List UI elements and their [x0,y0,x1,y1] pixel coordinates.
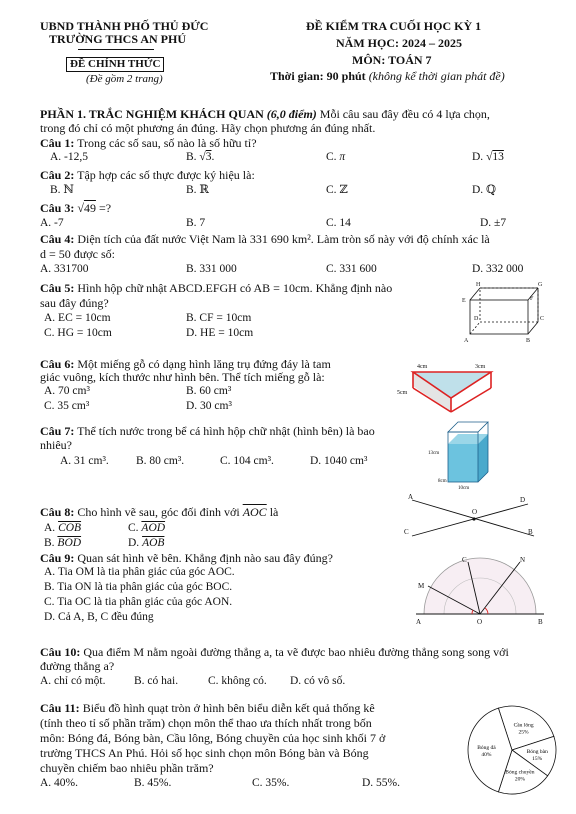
q2-stem [40,168,255,182]
q7-dim-width: 8cm [438,479,447,484]
q11-text: Biểu đồ hình quạt tròn ở hình bên biểu diễn kết quả thống kê [82,701,375,715]
q2-text: Tập hợp các số thực được ký hiệu là: [77,168,255,182]
q8-tail: là [269,505,279,519]
q1-b-prefix: B. [186,151,197,163]
q9-point-a: A [416,618,422,626]
q4-stem-2: d = 50 được số: [40,247,115,261]
q8-point-c: C [404,528,409,536]
q8-point-d: D [520,496,526,504]
pie-category-label: Bóng chuyền [505,769,535,776]
q5-stem-2: sau đây đúng? [40,296,109,310]
q1-option-a[interactable]: A. -12,5 [50,151,89,163]
q8-a-prefix: A. [44,522,56,534]
q10-option-b[interactable]: B. có hai. [134,675,179,687]
q4-option-a[interactable]: A. 331700 [40,263,89,275]
q8-c-prefix: C. [128,522,139,534]
q8-stem [40,505,278,519]
q10-label: Câu 10: [40,645,81,659]
pie-value-label: 25% [518,729,529,736]
q2-option-a[interactable]: B. ℕ [50,184,74,196]
q11-option-c[interactable]: C. 35%. [252,777,290,789]
q4-label: Câu 4: [40,232,75,246]
q5-option-a[interactable]: A. EC = 10cm [44,312,111,324]
q11-stem [40,701,375,715]
q8-point-o: O [472,508,478,516]
pie-category-label: Cầu lông [513,722,534,729]
q9-point-o: O [477,618,483,626]
pie-category-label: Bóng đá [477,745,496,751]
time-note: (không kể thời gian phát đề) [368,69,505,83]
q11-pie-chart [460,700,564,800]
q11-option-a[interactable]: A. 40%. [40,777,79,789]
q7-option-d[interactable]: D. 1040 cm³ [310,455,368,467]
q6-option-c[interactable]: C. 35 cm³ [44,400,90,412]
q5-label-a: A [464,338,469,342]
time-line [270,69,505,83]
q5-label-h: H [476,282,481,288]
header-divider [78,49,154,50]
pie-value-label: 15% [532,755,543,762]
q7-option-c[interactable]: C. 104 cm³. [220,455,274,467]
q6-label: Câu 6: [40,357,75,371]
q3-radicand: 49 [83,201,96,215]
q7-stem-2: nhiêu? [40,438,72,452]
q8-option-a[interactable] [44,522,81,535]
q1-text: Trong các số sau, số nào là số hữu tỉ? [77,136,257,150]
q6-dim-3cm: 3cm [475,364,486,370]
q10-text: Qua điểm M nằm ngoài đường thẳng a, ta vẽ được bao nhiêu đường thẳng song song với [83,645,509,659]
q1-b-radicand: 3 [205,151,212,163]
q9-point-n: N [520,556,526,564]
q5-label: Câu 5: [40,281,75,295]
q9-point-m: M [418,582,425,590]
time-label: Thời gian: 90 phút [270,69,366,83]
q1-option-c[interactable] [326,151,345,164]
q1-label: Câu 1: [40,136,75,150]
q11-stem-5: chuyền chiếm bao nhiêu phần trăm? [40,761,214,775]
q5-label-f: F [530,296,534,302]
q6-option-d[interactable]: D. 30 cm³ [186,400,232,412]
q7-label: Câu 7: [40,424,75,438]
part1-title-line [40,107,490,121]
q5-option-d[interactable]: D. HE = 10cm [186,327,254,339]
q5-option-c[interactable]: C. HG = 10cm [44,327,112,339]
q1-d-radicand: 13 [492,151,504,163]
q3-label: Câu 3: [40,201,75,215]
q5-label-c: C [540,316,545,322]
q8-option-d[interactable] [128,537,164,550]
q3-tail: =? [98,201,112,215]
school-name: TRƯỜNG THCS AN PHÚ [49,32,187,46]
q8-point-a: A [408,493,414,501]
q11-option-b[interactable]: B. 45%. [134,777,172,789]
q8-d-prefix: D. [128,537,140,549]
q1-option-d[interactable]: D. √13 [472,151,504,163]
q9-label: Câu 9: [40,551,75,565]
q10-option-d[interactable]: D. có vô số. [290,675,346,687]
q1-c-prefix: C. [326,151,337,163]
q2-option-d[interactable]: D. ℚ [472,184,497,196]
q1-stem [40,136,257,150]
q4-text: Diện tích của đất nước Việt Nam là 331 690 km². Làm tròn số này với độ chính xác là [77,232,490,246]
q1-option-b[interactable]: B. √3. [186,151,215,163]
q6-text: Một miếng gỗ có dạng hình lăng trụ đứng đáy là tam [77,357,331,371]
q7-stem [40,424,375,438]
q5-label-d: D [474,316,479,322]
school-year: NĂM HỌC: 2024 – 2025 [336,36,462,50]
q7-dim-length: 10cm [458,486,470,490]
q11-stem-2: (tính theo tỉ số phần trăm) chọn môn thể thao ưa thích nhất trong bốn [40,716,372,730]
q2-label: Câu 2: [40,168,75,182]
q8-option-c[interactable] [128,522,165,535]
q8-angle: $\overline{AOC}$ [242,505,267,519]
q5-label-g: G [538,282,543,288]
q10-stem-2: đường thẳng a? [40,659,115,673]
q6-prism-figure [395,358,505,416]
q9-option-a[interactable]: A. Tia OM là tia phân giác của góc AOC. [44,566,235,578]
q3-stem: Câu 3: √49 =? [40,201,112,215]
q5-text: Hình hộp chữ nhật ABCD.EFGH có AB = 10cm. Khẳng định nào [77,281,393,295]
q9-option-c[interactable]: C. Tia OC là tia phân giác của góc AON. [44,596,233,608]
q8-point-b: B [528,528,533,536]
q8-a-angle: $\overline{COB}$ [58,522,82,534]
q9-point-b: B [538,618,543,626]
q1-d-prefix: D. [472,151,484,163]
q3-option-c[interactable]: C. 14 [326,217,351,229]
pages-note: (Đề gồm 2 trang) [86,73,163,85]
q1-c-symbol: π [339,151,346,163]
pie-category-label: Bóng bàn [526,748,548,755]
q7-tank-figure [426,420,498,490]
q6-dim-4cm: 4cm [417,364,428,370]
subject: MÔN: TOÁN 7 [352,53,432,67]
q3-option-d[interactable]: D. ±7 [480,217,507,229]
q6-stem [40,357,331,371]
q11-label: Câu 11: [40,701,80,715]
q4-option-c[interactable]: C. 331 600 [326,263,377,275]
q11-option-d[interactable]: D. 55%. [362,777,401,789]
q4-option-b[interactable]: B. 331 000 [186,263,237,275]
q6-dim-5cm: 5cm [397,390,408,396]
q7-option-b[interactable]: B. 80 cm³. [136,455,185,467]
q8-label: Câu 8: [40,505,75,519]
q9-stem [40,551,333,565]
q4-stem [40,232,490,246]
part1-intro: Mỗi câu sau đây đều có 4 lựa chọn, [319,107,490,121]
q11-stem-4: trường THCS An Phú. Hỏi số học sinh chọn môn Bóng bàn và Bóng [40,746,369,760]
q2-option-c[interactable]: C. ℤ [326,184,348,196]
q8-lines-figure [402,492,542,542]
q5-label-b: B [526,338,531,342]
q3-option-b[interactable]: B. 7 [186,217,206,229]
q3-option-a[interactable]: A. -7 [40,217,64,229]
q8-d-angle: $\overline{AOB}$ [142,537,165,549]
official-badge: ĐỀ CHÍNH THỨC [66,57,164,72]
q9-text: Quan sát hình vẽ bên. Khẳng định nào sau đây đúng? [77,551,333,565]
part1-intro-2: trong đó chỉ có một phương án đúng. Hãy chọn phương án đúng nhất. [40,121,376,135]
q6-option-b[interactable]: B. 60 cm³ [186,385,232,397]
q4-option-d[interactable]: D. 332 000 [472,263,524,275]
q5-option-b[interactable]: B. CF = 10cm [186,312,252,324]
q10-option-a[interactable]: A. chỉ có một. [40,675,106,687]
q2-option-b[interactable]: B. ℝ [186,184,209,196]
q8-b-prefix: B. [44,537,55,549]
q8-text: Cho hình vẽ sau, góc đối đỉnh với [77,505,240,519]
q8-option-b[interactable] [44,537,81,550]
part1-title: PHẦN 1. TRẮC NGHIỆM KHÁCH QUAN [40,107,264,121]
q9-option-b[interactable]: B. Tia ON là tia phân giác của góc BOC. [44,581,233,593]
pie-value-label: 20% [514,776,525,783]
q9-option-d[interactable]: D. Cả A, B, C đều đúng [44,611,154,623]
part1-points: (6,0 điểm) [266,107,317,121]
q5-stem [40,281,392,295]
q11-stem-3: môn: Bóng đá, Bóng bàn, Cầu lông, Bóng chuyền của học sinh khối 7 ở [40,731,386,745]
pie-value-label: 40% [481,752,492,758]
q8-c-angle: $\overline{AOD}$ [141,522,166,534]
q10-stem [40,645,509,659]
exam-title: ĐỀ KIỂM TRA CUỐI HỌC KỲ 1 [306,19,482,33]
q6-stem-2: giác vuông, kích thước như hình bên. Thể tích miếng gỗ là: [40,370,325,384]
q7-option-a[interactable]: A. 31 cm³. [60,455,109,467]
q6-option-a[interactable]: A. 70 cm³ [44,385,90,397]
q10-option-c[interactable]: C. không có. [208,675,267,687]
q9-point-c: C [462,556,467,564]
q7-text: Thể tích nước trong bể cá hình hộp chữ nhật (hình bên) là bao [77,424,375,438]
q8-b-angle: $\overline{BOD}$ [57,537,82,549]
q5-box-figure [456,280,546,342]
q7-dim-height: 13cm [428,451,440,456]
q5-label-e: E [462,298,466,304]
department-name: UBND THÀNH PHỐ THỦ ĐỨC [40,19,209,33]
q9-protractor-figure [410,554,550,626]
